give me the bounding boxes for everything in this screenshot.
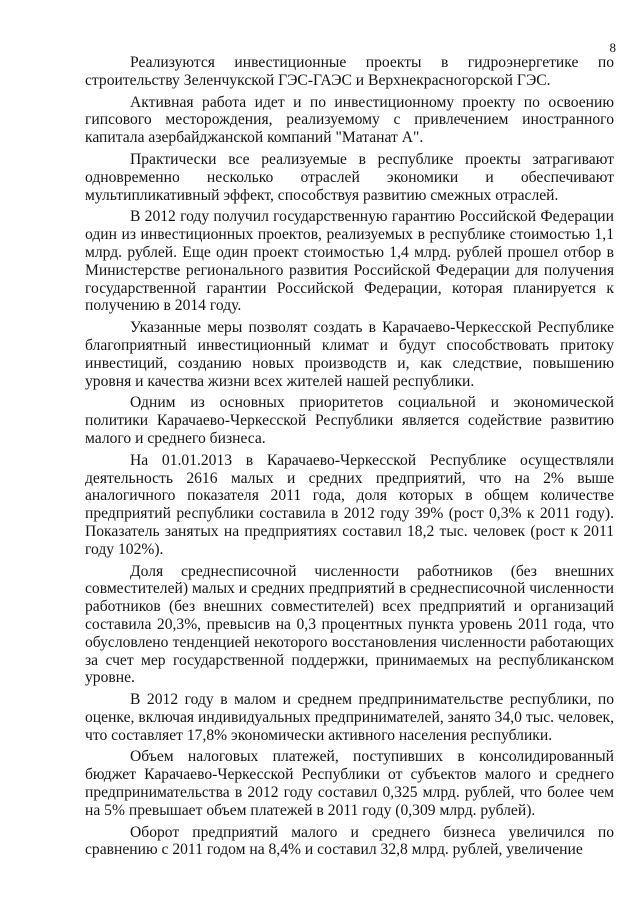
document-body [85, 54, 614, 863]
paragraph: Практически все реализуемые в республике проекты затрагивают одновременно несколько отраслей экономики и обеспечивают мультипликативный эффект, способствуя развитию смежных отраслей. [85, 150, 614, 204]
paragraph: Реализуются инвестиционные проекты в гидроэнергетике по строительству Зеленчукской ГЭС-ГАЭС и Верхнекрасногорской ГЭС. [85, 54, 614, 89]
paragraph: Указанные меры позволят создать в Карачаево-Черкесской Республике благоприятный инвестиционный климат и будут способствовать притоку инвестиций, созданию новых производств и, как следствие, повышению уровня и качества жизни всех жителей нашей республики. [85, 319, 614, 390]
paragraph: Активная работа идет и по инвестиционному проекту по освоению гипсового месторождения, реализуемому с привлечением иностранного капитала азербайджанской компаний "Матанат А". [85, 93, 614, 147]
paragraph: На 01.01.2013 в Карачаево-Черкесской Республике осуществляли деятельность 2616 малых и средних предприятий, что на 2% выше аналогичного показателя 2011 года, доля которых в общем количестве предприятий республики составила в 2012 году 39% (рост 0,3% к 2011 году). Показатель занятых на предприятиях составил 18,2 тыс. человек (рост к 2011 году 102%). [85, 451, 614, 558]
paragraph: Объем налоговых платежей, поступивших в консолидированный бюджет Карачаево-Черкесской Республики от субъектов малого и среднего предпринимательства в 2012 году составил 0,325 млрд. рублей, что более чем на 5% превышает объем платежей в 2011 году (0,309 млрд. рублей). [85, 748, 614, 819]
page-number: 8 [609, 40, 616, 55]
paragraph: Одним из основных приоритетов социальной и экономической политики Карачаево-Черкесской Республики является содействие развитию малого и среднего бизнеса. [85, 394, 614, 447]
paragraph: Доля среднесписочной численности работников (без внешних совместителей) малых и средних предприятий в среднесписочной численности работников (без внешних совместителей) всех предприятий и организаций составила 20,3%, превысив на 0,3 процентных пункта уровень 2011 года, что обусловлено тенденцией некоторого восстановления численности работающих за счет мер государственной поддержки, принимаемых на республиканском уровне. [85, 562, 614, 687]
paragraph: В 2012 году в малом и среднем предпринимательстве республики, по оценке, включая индивидуальных предпринимателей, занято 34,0 тыс. человек, что составляет 17,8% экономически активного населения республики. [85, 691, 614, 744]
paragraph: В 2012 году получил государственную гарантию Российской Федерации один из инвестиционных проектов, реализуемых в республике стоимостью 1,1 млрд. рублей. Еще один проект стоимостью 1,4 млрд. рублей прошел отбор в Министерстве регионального развития Российской Федерации для получения государственной гарантии Российской Федерации, которая планируется к получению в 2014 году. [85, 208, 614, 315]
paragraph: Оборот предприятий малого и среднего бизнеса увеличился по сравнению с 2011 годом на 8,4% и составил 32,8 млрд. рублей, увеличение [85, 823, 614, 859]
